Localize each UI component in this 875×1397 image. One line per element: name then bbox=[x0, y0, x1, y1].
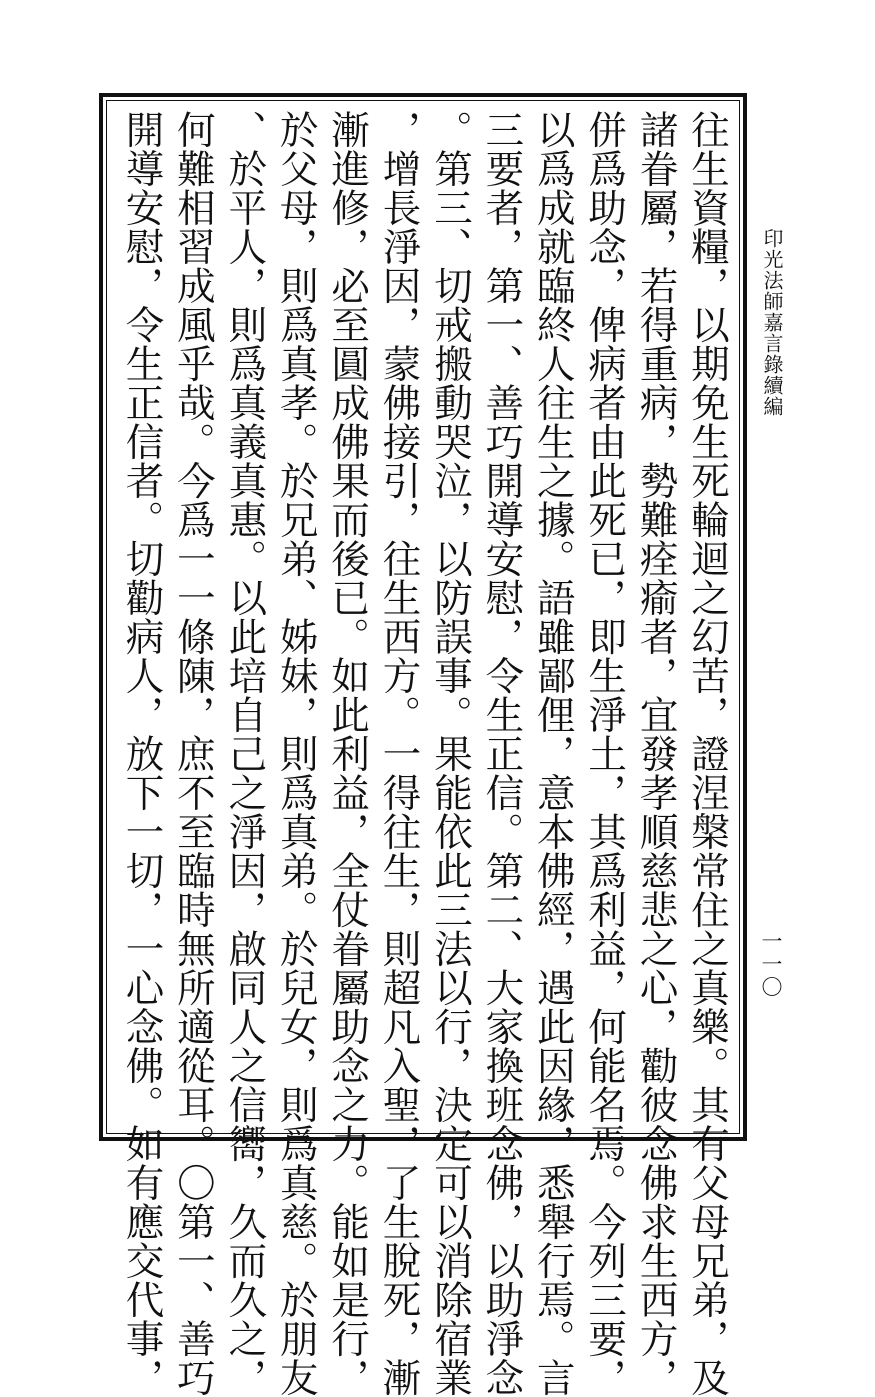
text-column-1: 往生資糧，以期免生死輪迴之幻苦，證涅槃常住之真樂。其有父母兄弟，及 bbox=[684, 110, 730, 1397]
text-column-10: 、於平人，則爲真義真惠。以此培自己之淨因，啟同人之信嚮，久而久之， bbox=[222, 110, 268, 1397]
book-title: 印光法師嘉言錄續編 bbox=[760, 228, 784, 417]
text-column-9: 於父母，則爲真孝。於兄弟、姊妹，則爲真弟。於兒女，則爲真慈。於朋友 bbox=[273, 110, 319, 1397]
text-column-6: 。第三、切戒搬動哭泣，以防誤事。果能依此三法以行，決定可以消除宿業 bbox=[427, 110, 473, 1397]
text-body bbox=[119, 110, 730, 1397]
text-column-7: ，增長淨因，蒙佛接引，往生西方。一得往生，則超凡入聖，了生脫死，漸 bbox=[376, 110, 422, 1397]
text-column-3: 併爲助念，俾病者由此死已，即生淨土，其爲利益，何能名焉。今列三要， bbox=[582, 110, 628, 1397]
text-column-2: 諸眷屬，若得重病，勢難痊瘉者，宜發孝順慈悲之心，勸彼念佛求生西方， bbox=[633, 110, 679, 1397]
text-column-4: 以爲成就臨終人往生之據。語雖鄙俚，意本佛經，遇此因緣，悉舉行焉。言 bbox=[530, 110, 576, 1397]
text-column-8: 漸進修，必至圓成佛果而後已。如此利益，全仗眷屬助念之力。能如是行， bbox=[325, 110, 371, 1397]
page-number: 一一〇 bbox=[759, 930, 783, 999]
text-column-5: 三要者，第一、善巧開導安慰，令生正信。第二、大家換班念佛，以助淨念 bbox=[479, 110, 525, 1397]
text-column-12: 開導安慰，令生正信者。切勸病人，放下一切，一心念佛。如有應交代事， bbox=[119, 110, 165, 1397]
text-column-11: 何難相習成風乎哉。今爲一一條陳，庶不至臨時無所適從耳。〇第一、善巧 bbox=[170, 110, 216, 1397]
